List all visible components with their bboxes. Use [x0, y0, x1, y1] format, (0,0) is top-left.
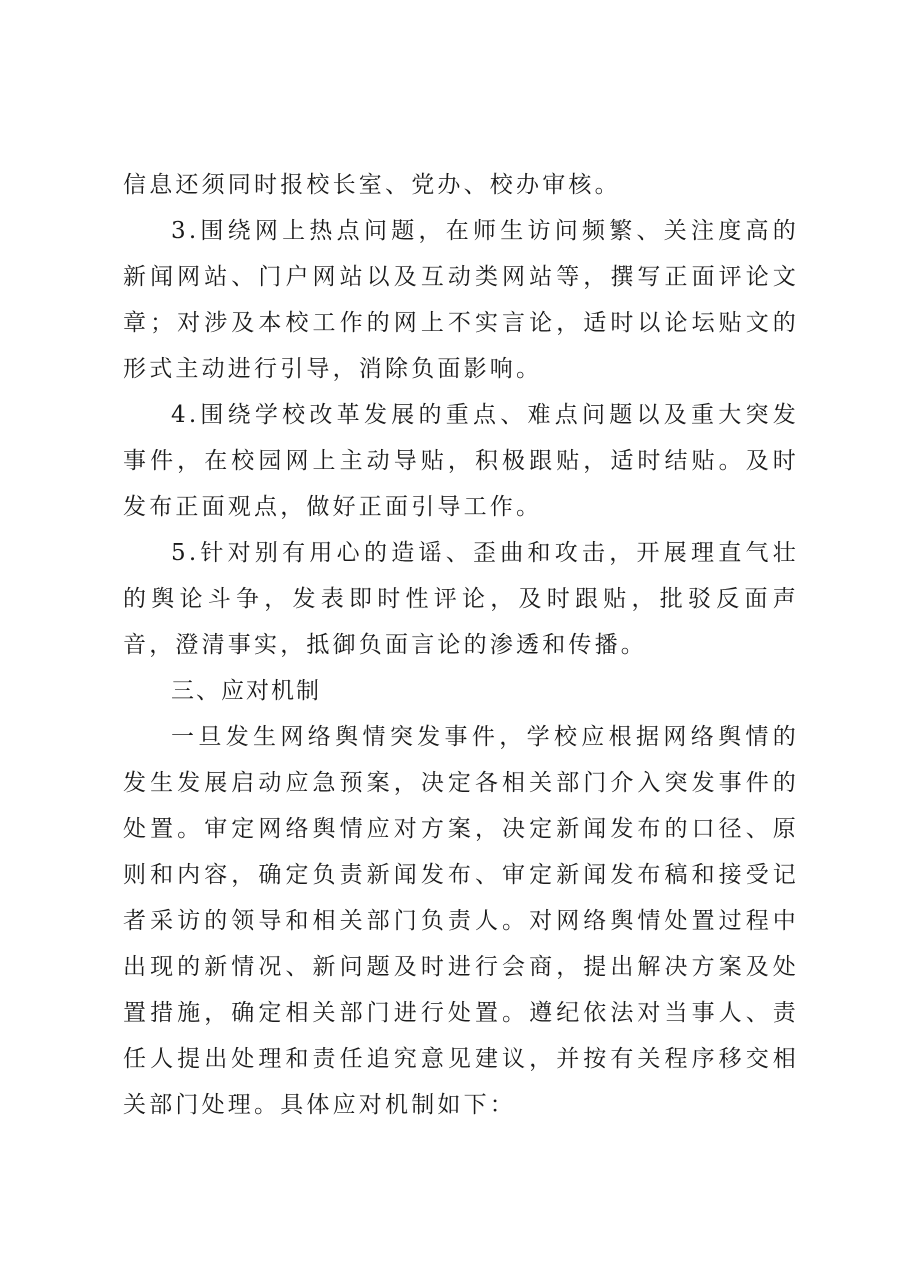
paragraph-continued: 信息还须同时报校长室、党办、校办审核。: [123, 172, 621, 198]
paragraph-item-4: 4.围绕学校改革发展的重点、难点问题以及重大突发事件，在校园网上主动导贴，积极跟贴，适时结贴。及时发布正面观点，做好正面引导工作。: [123, 402, 799, 520]
section-heading: 三、应对机制: [171, 678, 321, 704]
paragraph-mechanism: 一旦发生网络舆情突发事件，学校应根据网络舆情的发生发展启动应急预案，决定各相关部门介入突发事件的处置。审定网络舆情应对方案，决定新闻发布的口径、原则和内容，确定负责新闻发布、审定新闻发布稿和接受记者采访的领导和相关部门负责人。对网络舆情处置过程中出现的新情况、新问题及时进行会商，提出解决方案及处置措施，确定相关部门进行处置。遵纪依法对当事人、责任人提出处理和责任追究意见建议，并按有关程序移交相关部门处理。具体应对机制如下：: [123, 724, 799, 1118]
document-body: [123, 162, 799, 1128]
paragraph-item-5: 5.针对别有用心的造谣、歪曲和攻击，开展理直气壮的舆论斗争，发表即时性评论，及时跟贴，批驳反面声音，澄清事实，抵御负面言论的渗透和传播。: [123, 540, 799, 658]
paragraph-item-3: 3.围绕网上热点问题，在师生访问频繁、关注度高的新闻网站、门户网站以及互动类网站等，撰写正面评论文章；对涉及本校工作的网上不实言论，适时以论坛贴文的形式主动进行引导，消除负面影响。: [123, 218, 799, 382]
